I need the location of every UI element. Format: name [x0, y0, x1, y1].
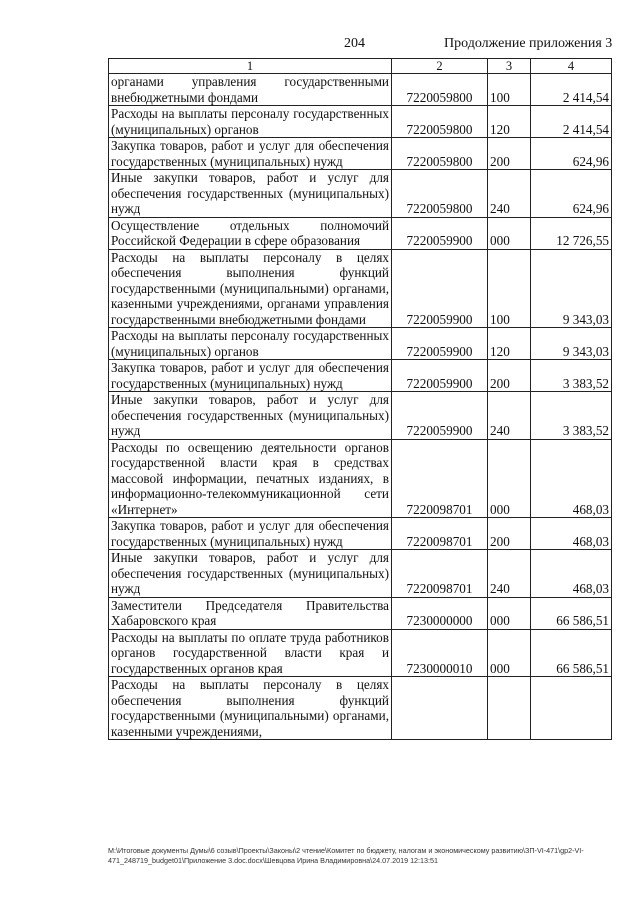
row-amount: 9 343,03	[531, 328, 612, 360]
row-name: Расходы на выплаты персоналу в целях обеспечения выполнения функций государственными (муниципальными) органами, казенными учреждениями, органами управления государственными внебюджетными фондами	[109, 249, 392, 328]
row-code: 7220059800	[392, 74, 488, 106]
row-name: Иные закупки товаров, работ и услуг для обеспечения государственных (муниципальных) нужд	[109, 170, 392, 218]
column-header-kind: 3	[488, 59, 531, 74]
row-kind: 000	[488, 439, 531, 518]
table-row	[109, 106, 612, 138]
row-code: 7220098701	[392, 518, 488, 550]
row-code: 7220059900	[392, 217, 488, 249]
row-kind: 240	[488, 550, 531, 598]
row-amount	[531, 677, 612, 740]
table-row	[109, 328, 612, 360]
table-row	[109, 360, 612, 392]
row-amount: 2 414,54	[531, 106, 612, 138]
row-kind: 120	[488, 106, 531, 138]
row-kind: 240	[488, 392, 531, 440]
row-code: 7220098701	[392, 439, 488, 518]
row-name: Осуществление отдельных полномочий Российской Федерации в сфере образования	[109, 217, 392, 249]
table-row	[109, 217, 612, 249]
table-header-row	[109, 59, 612, 74]
row-name: Закупка товаров, работ и услуг для обеспечения государственных (муниципальных) нужд	[109, 138, 392, 170]
table-row	[109, 138, 612, 170]
column-header-amount: 4	[531, 59, 612, 74]
column-header-name: 1	[109, 59, 392, 74]
row-name: органами управления государственными внебюджетными фондами	[109, 74, 392, 106]
row-kind: 200	[488, 360, 531, 392]
row-name: Расходы на выплаты персоналу в целях обеспечения выполнения функций государственными (муниципальными) органами, казенными учреждениями,	[109, 677, 392, 740]
column-header-code: 2	[392, 59, 488, 74]
table-row	[109, 597, 612, 629]
row-amount: 624,96	[531, 138, 612, 170]
row-kind: 120	[488, 328, 531, 360]
table-row	[109, 392, 612, 440]
row-kind: 000	[488, 629, 531, 677]
table-row	[109, 249, 612, 328]
row-code: 7220098701	[392, 550, 488, 598]
table-row	[109, 629, 612, 677]
table-row	[109, 74, 612, 106]
row-code: 7220059800	[392, 170, 488, 218]
row-kind	[488, 677, 531, 740]
row-name: Расходы на выплаты персоналу государственных (муниципальных) органов	[109, 328, 392, 360]
continuation-title: Продолжение приложения 3	[444, 36, 613, 51]
row-code	[392, 677, 488, 740]
row-amount: 9 343,03	[531, 249, 612, 328]
row-amount: 3 383,52	[531, 360, 612, 392]
row-code: 7220059900	[392, 392, 488, 440]
row-kind: 240	[488, 170, 531, 218]
row-amount: 468,03	[531, 550, 612, 598]
page-number: 204	[344, 36, 365, 51]
row-code: 7220059800	[392, 106, 488, 138]
row-name: Закупка товаров, работ и услуг для обеспечения государственных (муниципальных) нужд	[109, 518, 392, 550]
row-amount: 2 414,54	[531, 74, 612, 106]
table-row	[109, 550, 612, 598]
row-kind: 100	[488, 249, 531, 328]
row-code: 7230000010	[392, 629, 488, 677]
row-name: Заместители Председателя Правительства Хабаровского края	[109, 597, 392, 629]
row-name: Иные закупки товаров, работ и услуг для обеспечения государственных (муниципальных) нужд	[109, 392, 392, 440]
row-amount: 12 726,55	[531, 217, 612, 249]
file-path-line: М:\Итоговые документы Думы\6 созыв\Проекты\Законы\2 чтение\Комитет по бюджету, налогам и экономическому развитию\ЗП-VI-471\gp2-VI-	[108, 846, 584, 855]
row-amount: 66 586,51	[531, 597, 612, 629]
row-name: Расходы на выплаты по оплате труда работников органов государственной власти края и государственных органов края	[109, 629, 392, 677]
table-row	[109, 518, 612, 550]
row-amount: 624,96	[531, 170, 612, 218]
row-kind: 200	[488, 518, 531, 550]
row-kind: 000	[488, 597, 531, 629]
row-amount: 468,03	[531, 518, 612, 550]
row-code: 7220059900	[392, 249, 488, 328]
row-amount: 3 383,52	[531, 392, 612, 440]
row-amount: 468,03	[531, 439, 612, 518]
row-code: 7220059800	[392, 138, 488, 170]
table-row	[109, 439, 612, 518]
table-row	[109, 170, 612, 218]
row-code: 7220059900	[392, 328, 488, 360]
row-kind: 000	[488, 217, 531, 249]
row-name: Иные закупки товаров, работ и услуг для обеспечения государственных (муниципальных) нужд	[109, 550, 392, 598]
file-path-line: 471_248719_budget01\Приложение 3.doc.docx\Шевцова Ирина Владимировна\24.07.2019 12:13:51	[108, 856, 439, 865]
budget-table	[108, 58, 612, 740]
row-amount: 66 586,51	[531, 629, 612, 677]
row-code: 7220059900	[392, 360, 488, 392]
row-kind: 100	[488, 74, 531, 106]
row-name: Закупка товаров, работ и услуг для обеспечения государственных (муниципальных) нужд	[109, 360, 392, 392]
table-row	[109, 677, 612, 740]
row-kind: 200	[488, 138, 531, 170]
file-path-footer	[108, 846, 618, 866]
row-name: Расходы на выплаты персоналу государственных (муниципальных) органов	[109, 106, 392, 138]
row-name: Расходы по освещению деятельности органов государственной власти края в средствах массовой информации, печатных изданиях, в информационно-телекоммуникационной сети «Интернет»	[109, 439, 392, 518]
row-code: 7230000000	[392, 597, 488, 629]
